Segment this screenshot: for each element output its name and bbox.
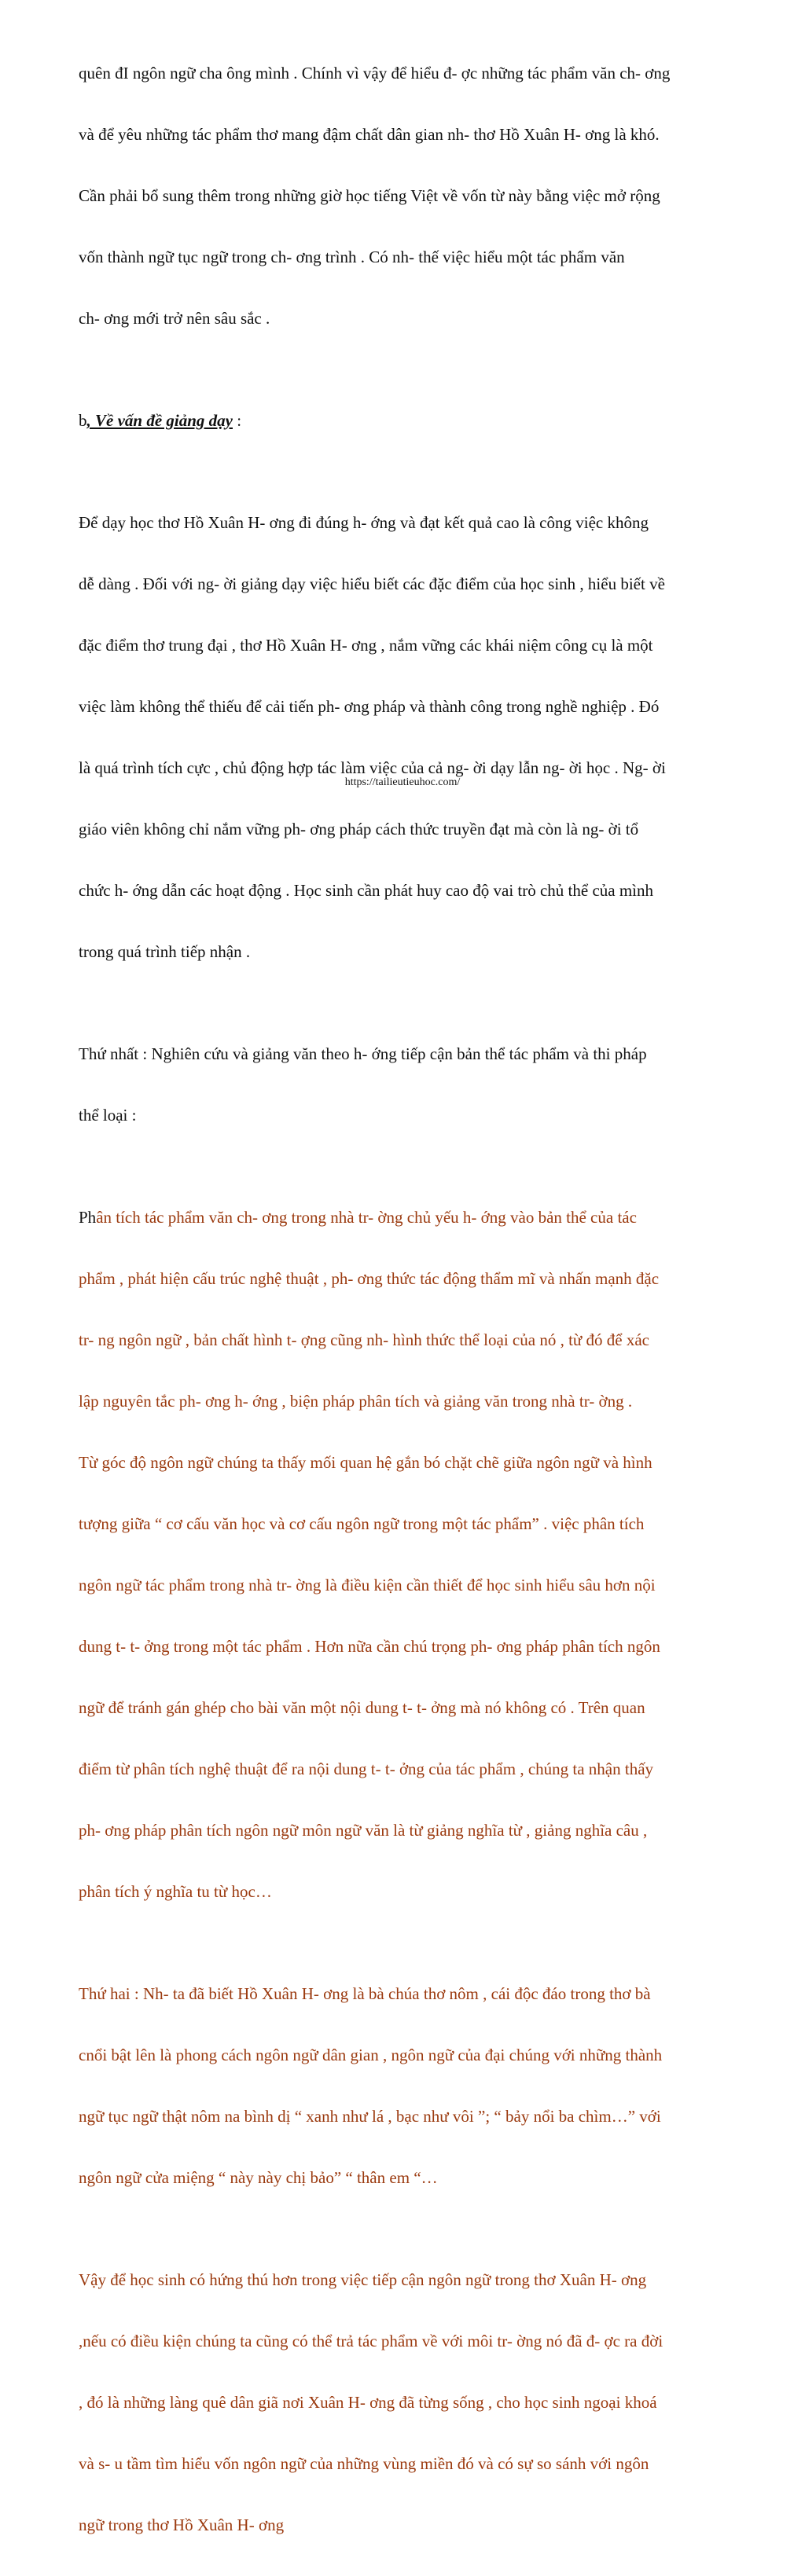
text-line: phân tích ý nghĩa tu từ học… [79,1882,272,1901]
text-line: dung t- t- ởng trong một tác phẩm . Hơn nữa cần chú trọng ph- ơng pháp phân tích ngôn [79,1637,660,1656]
text-line: vốn thành ngữ tục ngữ trong ch- ơng trình . Có nh- thế việc hiểu một tác phẩm văn [79,248,625,266]
analysis-first-line [79,1207,731,1227]
section-b-prefix: b [79,411,87,430]
text-line: cnổi bật lên là phong cách ngôn ngữ dân gian , ngôn ngữ của đại chúng với những thành [79,2046,663,2064]
footer-url: https://tailieutieuhoc.com/ [344,776,461,788]
text-line: ngữ trong thơ Hồ Xuân H- ơng [79,2515,285,2534]
teaching-paragraph [79,472,731,1003]
text-line: chức h- ớng dẫn các hoạt động . Học sinh cần phát huy cao độ vai trò chủ thể của mình [79,881,654,900]
text-line: Cần phải bổ sung thêm trong những giờ học tiếng Việt về vốn từ này bằng việc mở rộng [79,186,660,205]
text-line: ph- ơng pháp phân tích ngôn ngữ môn ngữ văn là từ giảng nghĩa từ , giảng nghĩa câu , [79,1821,648,1840]
text-line: ch- ơng mới trở nên sâu sắc . [79,309,270,328]
intro-paragraph [79,22,731,369]
analysis-first-start: Ph [79,1208,97,1227]
text-line: và s- u tầm tìm hiểu vốn ngôn ngữ của những vùng miền đó và có sự so sánh với ngôn [79,2454,649,2473]
text-line: và để yêu những tác phẩm thơ mang đậm chất dân gian nh- thơ Hồ Xuân H- ơng là khó. [79,125,660,144]
text-line: Thứ hai : Nh- ta đã biết Hồ Xuân H- ơng là bà chúa thơ nôm , cái độc đáo trong thơ bà [79,1984,651,2003]
document-page [79,22,731,2576]
text-line: trong quá trình tiếp nhận . [79,942,251,961]
text-line: lập nguyên tắc ph- ơng h- ớng , biện pháp phân tích và giảng văn trong nhà tr- ờng . [79,1392,633,1411]
section-b-title: , Về vấn đề giảng dạy [86,411,233,430]
text-line: tr- ng ngôn ngữ , bản chất hình t- ợng cũng nh- hình thức thể loại của nó , từ đó để xác [79,1330,649,1349]
text-line: Để dạy học thơ Hồ Xuân H- ơng đi đúng h- ớng và đạt kết quả cao là công việc không [79,513,649,532]
text-line: điểm từ phân tích nghệ thuật để ra nội dung t- t- ởng của tác phẩm , chúng ta nhận thấy [79,1760,654,1778]
text-line: ngữ tục ngữ thật nôm na bình dị “ xanh như lá , bạc như vôi ”; “ bảy nổi ba chìm…” với [79,2107,661,2126]
text-line: quên đI ngôn ngữ cha ông mình . Chính vì vậy để hiểu đ- ợc những tác phẩm văn ch- ơng [79,64,671,83]
text-line: Thứ nhất : Nghiên cứu và giảng văn theo h- ớng tiếp cận bản thể tác phẩm và thi pháp [79,1044,647,1063]
text-line: , đó là những làng quê dân giã nơi Xuân H- ơng đã từng sống , cho học sinh ngoại khoá [79,2393,657,2412]
text-line: ngữ để tránh gán ghép cho bài văn một nội dung t- t- ởng mà nó không có . Trên quan [79,1698,645,1717]
text-line: Từ góc độ ngôn ngữ chúng ta thấy mối quan hệ gắn bó chặt chẽ giữa ngôn ngữ và hình [79,1453,652,1472]
text-line: dễ dàng . Đối với ng- ời giảng dạy việc hiểu biết các đặc điểm của học sinh , hiểu biết về [79,574,665,593]
section-b-heading-line [79,410,731,431]
second-point-paragraph [79,1943,731,2229]
text-line: phẩm , phát hiện cấu trúc nghệ thuật , ph- ơng thức tác động thẩm mĩ và nhấn mạnh đặc [79,1269,660,1288]
text-line: đặc điểm thơ trung đại , thơ Hồ Xuân H- ơng , nắm vững các khái niệm công cụ là một [79,636,653,655]
text-line: ,nếu có điều kiện chúng ta cũng có thể trả tác phẩm về với môi tr- ờng nó đã đ- ợc ra đời [79,2332,663,2350]
text-line: là quá trình tích cực , chủ động hợp tác làm việc của cả ng- ời dạy lẫn ng- ời học . Ng- ời [79,758,666,777]
text-line: thể loại : [79,1106,137,1125]
text-line: Vậy để học sinh có hứng thú hơn trong việc tiếp cận ngôn ngữ trong thơ Xuân H- ơng [79,2270,647,2289]
text-line: tượng giữa “ cơ cấu văn học và cơ cấu ngôn ngữ trong một tác phẩm” . việc phân tích [79,1514,645,1533]
section-b-suffix: : [232,411,242,430]
analysis-paragraph [79,1166,731,1943]
text-line: việc làm không thể thiếu để cải tiến ph- ơng pháp và thành công trong nghề nghiệp . Đó [79,697,660,716]
text-line: giáo viên không chỉ nắm vững ph- ơng pháp cách thức truyền đạt mà còn là ng- ời tổ [79,820,639,838]
conclusion-paragraph [79,2229,731,2576]
section-b-heading [79,369,731,472]
text-line: ngôn ngữ tác phẩm trong nhà tr- ờng là điều kiện cần thiết để học sinh hiểu sâu hơn nội [79,1576,656,1594]
first-point-heading [79,1003,731,1166]
text-line: ngôn ngữ cửa miệng “ này này chị bảo” “ thân em “… [79,2168,438,2187]
analysis-first-rest: ân tích tác phẩm văn ch- ơng trong nhà tr- ờng chủ yếu h- ớng vào bản thể của tác [96,1208,637,1227]
